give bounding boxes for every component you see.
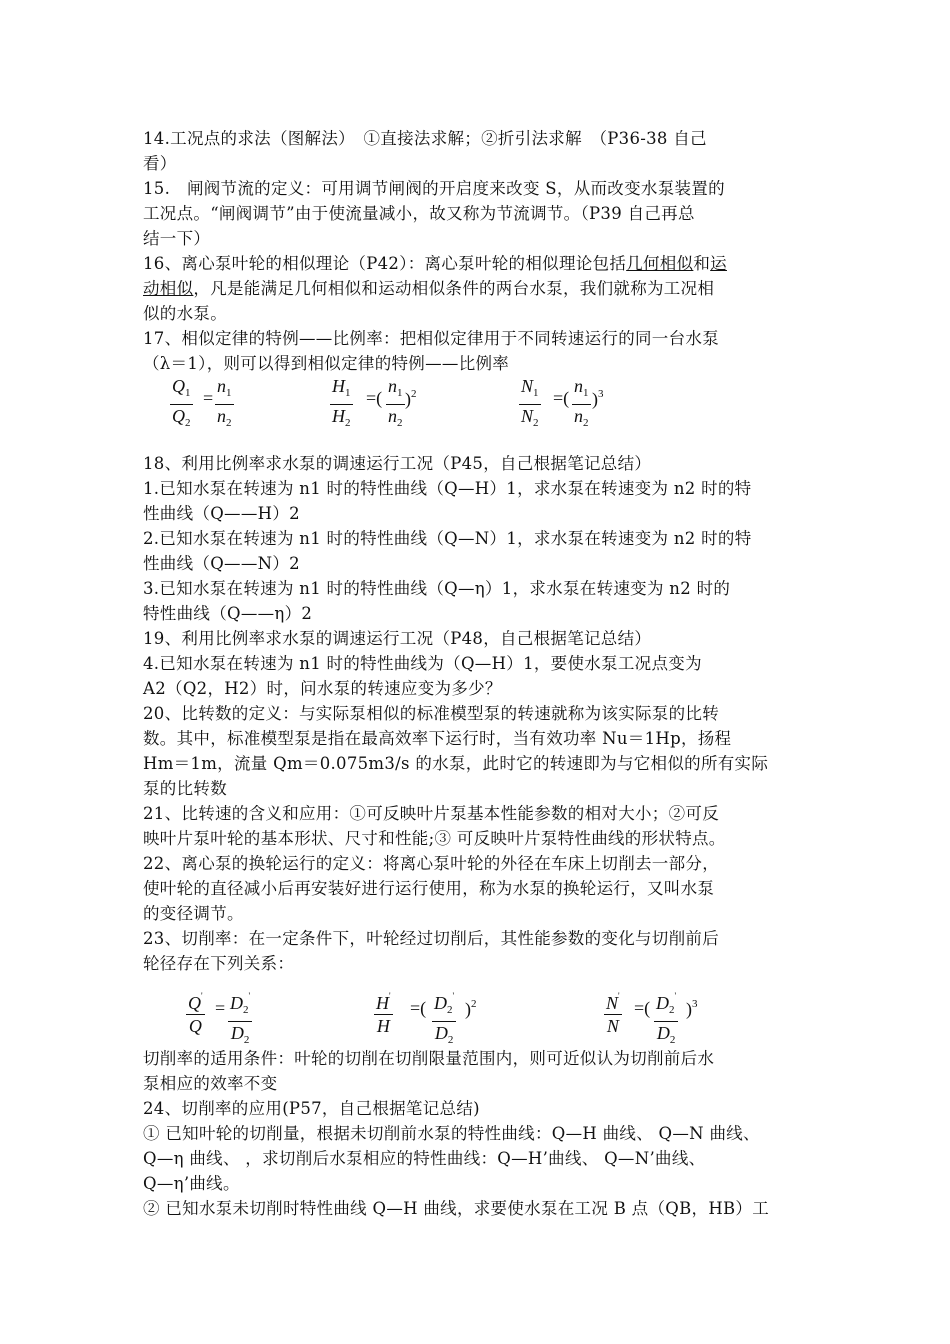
text-line: 映叶片泵叶轮的基本形状、尺寸和性能;③ 可反映叶片泵特性曲线的形状特点。 (143, 829, 726, 848)
text-segment: ，凡是能满足几何相似和运动相似条件的两台水泵，我们就称为工况相 (193, 279, 715, 298)
text-line: 24、切削率的应用(P57，自己根据笔记总结) (143, 1099, 480, 1118)
text-line: 切削率的适用条件：叶轮的切削在切削限量范围内，则可近似认为切削前后水 (143, 1049, 715, 1068)
fraction-power: $N_1$ $N_2$ (521, 376, 539, 429)
text-line: Q—η 曲线、 ，求切削后水泵相应的特性曲线：Q—H’曲线、 Q—N’曲线、 (143, 1149, 706, 1168)
text-line: 22、离心泵的换轮运行的定义：将离心泵叶轮的外径在车床上切削去一部分， (143, 854, 719, 873)
close-paren-cubed: )$^3$ (686, 998, 698, 1019)
fraction-q-prime: Q' Q (188, 991, 203, 1036)
text-line: 结一下） (143, 229, 211, 248)
equals-paren: =( (366, 388, 383, 408)
text-line-16a (143, 251, 823, 276)
text-segment: 和 (693, 254, 711, 273)
text-line: Q—η’曲线。 (143, 1174, 240, 1193)
text-line: 工况点。“闸阀调节”由于使流量减小，故又称为节流调节。（P39 自己再总 (143, 204, 695, 223)
text-line: 15. 闸阀节流的定义：可用调节闸阀的开启度来改变 S，从而改变水泵装置的 (143, 179, 725, 198)
fraction-d-prime-squared: $D_2'$ $D_2$ (434, 991, 455, 1046)
underlined-term: 几何相似 (626, 254, 694, 273)
text-line: ② 已知水泵未切削时特性曲线 Q—H 曲线，求要使水泵在工况 B 点（QB，HB）工 (143, 1199, 770, 1218)
text-line: 泵相应的效率不变 (143, 1074, 278, 1093)
text-line: 轮径存在下列关系： (143, 954, 295, 973)
text-line: 使叶轮的直径减小后再安装好进行运行使用，称为水泵的换轮运行，又叫水泵 (143, 879, 715, 898)
text-line: Hm＝1m，流量 Qm＝0.075m3/s 的水泵，此时它的转速即为与它相似的所有实际 (143, 754, 769, 773)
equals-sign: = (215, 998, 226, 1018)
text-line: 3.已知水泵在转速为 n1 时的特性曲线（Q—η）1，求水泵在转速变为 n2 时的 (143, 579, 731, 598)
close-paren-squared: )$^2$ (465, 998, 477, 1019)
underlined-term: 运 (710, 254, 727, 273)
text-line-16b (143, 276, 823, 301)
fraction-n-cubed: $n_1$ $n_2$ (574, 376, 589, 429)
fraction-d-prime-cubed: $D_2'$ $D_2$ (656, 991, 677, 1046)
text-line: 的变径调节。 (143, 904, 244, 923)
fraction-n-squared: $n_1$ $n_2$ (388, 376, 403, 429)
text-line: ① 已知叶轮的切削量，根据未切削前水泵的特性曲线：Q—H 曲线、 Q—N 曲线、 (143, 1124, 760, 1143)
fraction-n-prime: N' N (606, 991, 620, 1036)
text-line: 性曲线（Q——N）2 (143, 554, 300, 573)
text-line: 4.已知水泵在转速为 n1 时的特性曲线为（Q—H）1，要使水泵工况点变为 (143, 654, 702, 673)
text-line: 17、相似定律的特例——比例率：把相似定律用于不同转速运行的同一台水泵 (143, 329, 719, 348)
text-line: 2.已知水泵在转速为 n1 时的特性曲线（Q—N）1，求水泵在转速变为 n2 时的特 (143, 529, 752, 548)
text-line: 似的水泵。 (143, 304, 227, 323)
fraction-h-prime: H' H (376, 991, 391, 1036)
fraction-n: $n_1$ $n_2$ (217, 376, 232, 429)
text-line: 性曲线（Q——H）2 (143, 504, 300, 523)
underlined-term: 动相似 (143, 279, 194, 298)
text-line: （λ＝1），则可以得到相似定律的特例——比例率 (143, 354, 510, 373)
text-line: 19、利用比例率求水泵的调速运行工况（P48，自己根据笔记总结） (143, 629, 652, 648)
text-line: 泵的比转数 (143, 779, 227, 798)
text-line: 21、比转速的含义和应用：①可反映叶片泵基本性能参数的相对大小；②可反 (143, 804, 719, 823)
text-line: 14.工况点的求法（图解法） ①直接法求解；②折引法求解 （P36-38 自己 (143, 129, 707, 148)
fraction-q: $Q_1$ $Q_2$ (172, 376, 191, 429)
equals-paren: =( (553, 388, 570, 408)
text-line: 看） (143, 154, 177, 173)
text-segment: 16、离心泵叶轮的相似理论（P42）：离心泵叶轮的相似理论包括 (143, 254, 627, 273)
close-paren-squared: )$^2$ (405, 388, 417, 409)
text-line: 23、切削率：在一定条件下，叶轮经过切削后，其性能参数的变化与切削前后 (143, 929, 719, 948)
fraction-h: $H_1$ $H_2$ (332, 376, 351, 429)
equals-sign: = (203, 388, 214, 408)
text-line: 1.已知水泵在转速为 n1 时的特性曲线（Q—H）1，求水泵在转速变为 n2 时的特 (143, 479, 752, 498)
equals-paren: =( (634, 998, 651, 1018)
text-line: 数。其中，标准模型泵是指在最高效率下运行时，当有效功率 Nu＝1Hp，扬程 (143, 729, 732, 748)
text-line: 20、比转数的定义：与实际泵相似的标准模型泵的转速就称为该实际泵的比转 (143, 704, 719, 723)
close-paren-cubed: )$^3$ (592, 388, 604, 409)
text-line: A2（Q2，H2）时，问水泵的转速应变为多少？ (143, 679, 502, 698)
equals-paren: =( (410, 998, 427, 1018)
fraction-d-prime: $D_2'$ $D_2$ (230, 991, 251, 1046)
text-line: 18、利用比例率求水泵的调速运行工况（P45，自己根据笔记总结） (143, 454, 652, 473)
text-line: 特性曲线（Q——η）2 (143, 604, 313, 623)
